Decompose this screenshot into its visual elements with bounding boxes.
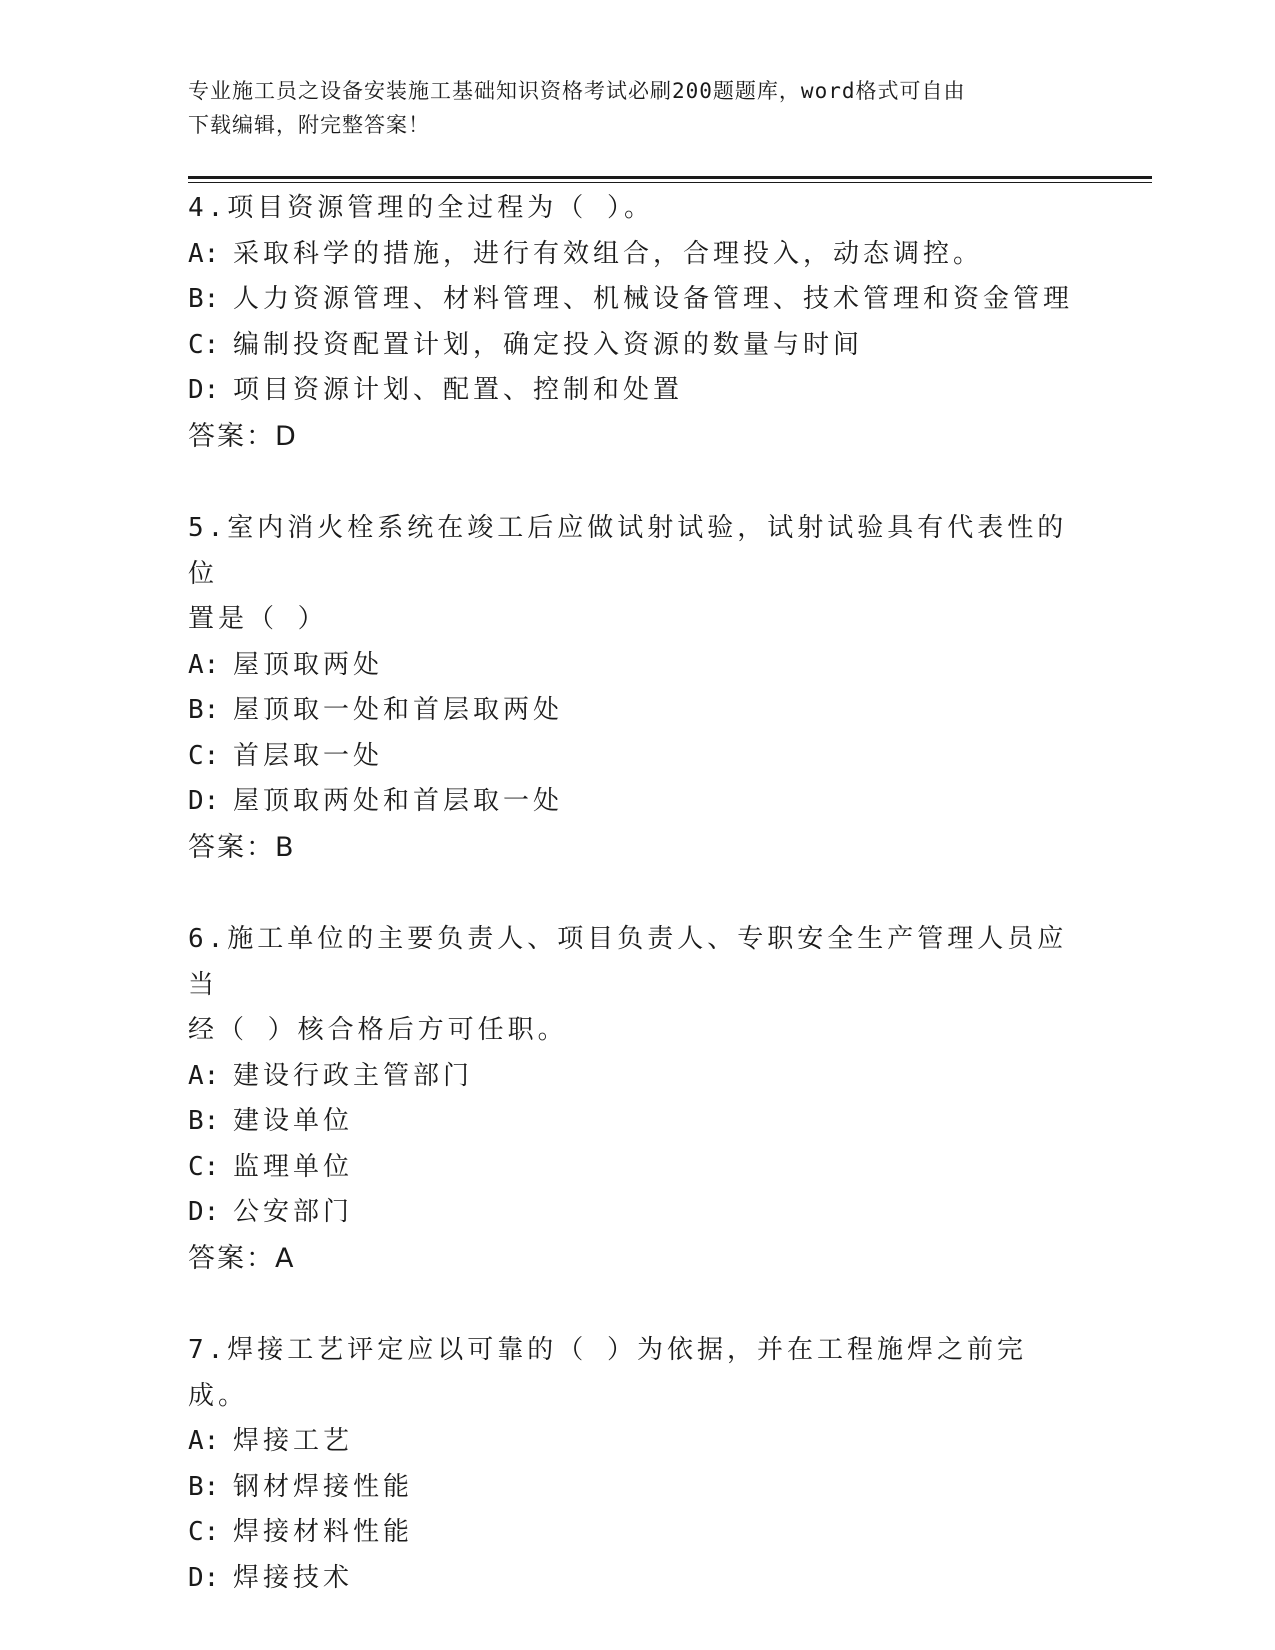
option-d — [188, 779, 1068, 825]
option-key: B: — [188, 1471, 220, 1502]
option-text: 焊接技术 — [233, 1562, 354, 1593]
question-list — [188, 186, 1074, 1601]
option-text: 屋顶取两处和首层取一处 — [233, 786, 564, 816]
option-key: D: — [188, 375, 220, 405]
option-text: 屋顶取两处 — [233, 649, 384, 680]
option-key: A: — [188, 649, 220, 680]
option-key: B: — [188, 695, 220, 725]
header-divider-thick — [188, 176, 1152, 179]
question-5 — [188, 506, 1068, 870]
option-c — [188, 323, 1068, 369]
option-b — [188, 1465, 1068, 1511]
question-title-line-2: 置是（ ） — [188, 604, 328, 634]
answer-line: 答案：B — [188, 831, 296, 863]
option-text: 钢材焊接性能 — [233, 1471, 414, 1502]
document-header — [188, 74, 1088, 142]
option-text: 焊接材料性能 — [233, 1517, 414, 1547]
header-line-1: 专业施工员之设备安装施工基础知识资格考试必刷200题题库，word格式可自由 — [188, 79, 966, 103]
option-d — [188, 1190, 1068, 1236]
option-key: C: — [188, 740, 220, 771]
question-title-line-2: 经（ ）核合格后方可任职。 — [188, 1015, 568, 1045]
option-a — [188, 232, 1068, 278]
option-text: 屋顶取一处和首层取两处 — [233, 695, 564, 725]
option-text: 公安部门 — [233, 1197, 354, 1227]
option-a — [188, 643, 1068, 689]
option-text: 采取科学的措施，进行有效组合，合理投入，动态调控。 — [233, 238, 984, 269]
option-key: C: — [188, 329, 220, 360]
option-c — [188, 1510, 1068, 1556]
option-text: 人力资源管理、材料管理、机械设备管理、技术管理和资金管理 — [233, 284, 1074, 314]
question-title: 7.焊接工艺评定应以可靠的（ ）为依据，并在工程施焊之前完成。 — [188, 1335, 1027, 1411]
option-d — [188, 368, 1068, 414]
option-text: 监理单位 — [233, 1151, 354, 1182]
question-spacer — [188, 459, 1068, 506]
option-text: 首层取一处 — [233, 740, 384, 771]
answer-line: 答案：A — [188, 1242, 296, 1274]
option-key: D: — [188, 786, 220, 816]
option-key: A: — [188, 238, 220, 269]
option-text: 编制投资配置计划，确定投入资源的数量与时间 — [233, 329, 864, 360]
option-text: 焊接工艺 — [233, 1426, 354, 1456]
option-key: D: — [188, 1197, 220, 1227]
question-6 — [188, 917, 1068, 1281]
option-key: C: — [188, 1151, 220, 1182]
option-a — [188, 1054, 1068, 1100]
question-title: 4.项目资源管理的全过程为（ ）。 — [188, 193, 654, 223]
option-key: B: — [188, 1106, 220, 1136]
option-b — [188, 277, 1074, 323]
option-key: A: — [188, 1060, 220, 1091]
question-4 — [188, 186, 1074, 459]
question-7 — [188, 1328, 1068, 1601]
question-title-line-1: 6.施工单位的主要负责人、项目负责人、专职安全生产管理人员应当 — [188, 924, 1068, 1000]
option-b — [188, 1099, 1068, 1145]
option-c — [188, 1145, 1068, 1191]
answer-line: 答案：D — [188, 420, 298, 452]
option-key: C: — [188, 1517, 220, 1547]
question-spacer — [188, 870, 1068, 917]
option-c — [188, 734, 1068, 780]
header-line-2: 下载编辑，附完整答案！ — [188, 113, 430, 137]
option-text: 建设行政主管部门 — [233, 1060, 474, 1091]
header-divider-thin — [188, 182, 1152, 183]
option-key: D: — [188, 1562, 220, 1593]
question-spacer — [188, 1281, 1068, 1328]
option-text: 项目资源计划、配置、控制和处置 — [233, 375, 684, 405]
option-b — [188, 688, 1068, 734]
option-d — [188, 1556, 1068, 1602]
question-title-line-1: 5.室内消火栓系统在竣工后应做试射试验，试射试验具有代表性的位 — [188, 513, 1068, 589]
option-a — [188, 1419, 1068, 1465]
option-key: A: — [188, 1426, 220, 1456]
option-text: 建设单位 — [233, 1106, 354, 1136]
option-key: B: — [188, 284, 220, 314]
